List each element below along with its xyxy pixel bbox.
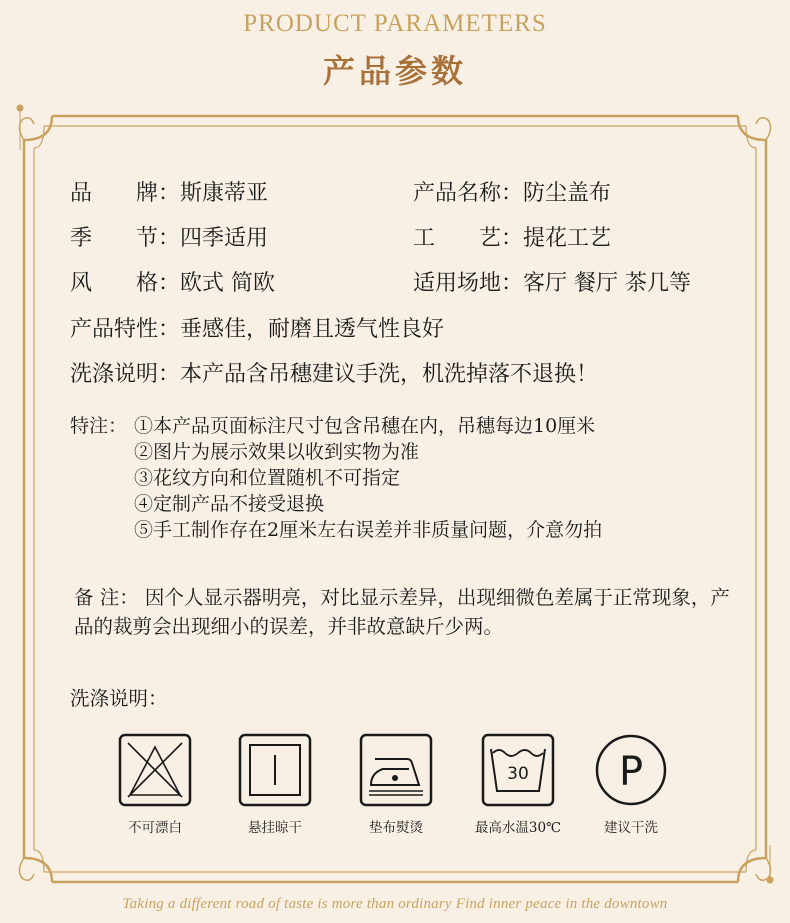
note-item: ⑤手工制作存在2厘米左右误差并非质量问题，介意勿拍	[134, 519, 603, 541]
param-wash-value: 本产品含吊穗建议手洗，机洗掉落不退换！	[180, 362, 599, 387]
note-item: ③花纹方向和位置随机不可指定	[134, 467, 401, 489]
param-name-label: 产品名称：	[413, 181, 524, 206]
param-place	[413, 271, 691, 297]
param-brand-label: 品 牌：	[70, 181, 181, 206]
icon-caption: 最高水温30℃	[474, 820, 562, 836]
param-place-value: 客厅 餐厅 茶几等	[523, 271, 692, 296]
header-title-en: PRODUCT PARAMETERS	[243, 10, 547, 37]
param-craft-value: 提花工艺	[523, 226, 612, 251]
param-craft	[413, 226, 611, 252]
icon-caption: 建议干洗	[604, 820, 658, 836]
param-feature-value: 垂感佳，耐磨且透气性良好	[180, 317, 445, 342]
icon-caption: 不可漂白	[128, 820, 182, 836]
footer-slogan: Taking a different road of taste is more than ordinary Find inner peace in the downtown	[122, 896, 668, 912]
param-style	[70, 271, 275, 297]
icon-caption: 悬挂晾干	[248, 820, 302, 836]
param-brand	[70, 181, 268, 207]
param-season	[70, 226, 268, 252]
hang-dry-icon	[238, 733, 312, 807]
wash-temp-label: 30	[507, 764, 529, 784]
param-wash-label: 洗涤说明：	[70, 362, 181, 387]
param-craft-label: 工 艺：	[413, 226, 524, 251]
param-season-value: 四季适用	[180, 226, 269, 251]
header-title-cn: 产品参数	[322, 52, 467, 90]
note-item: ④定制产品不接受退换	[134, 493, 325, 515]
param-style-label: 风 格：	[70, 271, 181, 296]
param-brand-value: 斯康蒂亚	[180, 181, 269, 206]
param-place-label: 适用场地：	[413, 271, 524, 296]
note-item: ①本产品页面标注尺寸包含吊穗在内，吊穗每边10厘米	[134, 415, 596, 437]
param-name-value: 防尘盖布	[523, 181, 612, 206]
remark-text: 备 注： 因个人显示器明亮，对比显示差异，出现细微色差属于正常现象，产品的裁剪会出现细小的误差，并非故意缺斤少两。	[74, 586, 730, 638]
note-item: ②图片为展示效果以收到实物为准	[134, 441, 420, 463]
param-feature	[70, 317, 444, 343]
icon-caption: 垫布熨烫	[369, 820, 423, 836]
param-feature-label: 产品特性：	[70, 317, 181, 342]
param-wash	[70, 362, 598, 388]
dry-clean-letter: P	[618, 749, 644, 795]
notes-label: 特注：	[70, 415, 128, 437]
wash-30-icon	[481, 733, 555, 807]
dry-clean-p-icon	[594, 733, 668, 807]
iron-with-cloth-icon	[359, 733, 433, 807]
param-season-label: 季 节：	[70, 226, 181, 251]
wash-section-title: 洗涤说明：	[70, 687, 168, 710]
param-style-value: 欧式 简欧	[180, 271, 276, 296]
param-name	[413, 181, 611, 207]
no-bleach-icon	[118, 733, 192, 807]
